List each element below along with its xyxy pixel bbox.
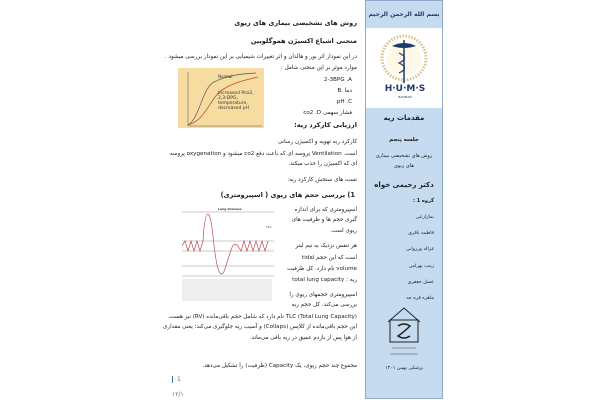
text-line: کارکرد ریه تهویه و اکسیژن رسانی <box>277 139 357 145</box>
section-heading: 1) بررسی حجم های ریوی ( اسپیرومتری) <box>220 191 355 199</box>
basmala: بسم الله الرحمن الرحیم <box>368 11 440 18</box>
text-line: TLC (Total Lung Capacity) نام دارد که شامل حجم باقی‌مانده (RV) نیز هست. <box>167 314 357 320</box>
text-line: هر تنفس نزدیک به نیم لیتر <box>295 243 357 249</box>
text-line: مجموع چند حجم ریوی، یک Capacity (ظرفیت) را تشکیل می‌دهد. <box>202 363 357 369</box>
member-name: غزاله ورزوانی <box>406 247 434 252</box>
session-label: جلسه پنجم <box>389 137 419 143</box>
shifted-label: Increased Pco2, 2,3-DPG, temperature, decreased pH <box>218 91 254 111</box>
page-number: 1 <box>172 376 181 383</box>
university-logo <box>366 28 442 108</box>
page-title: روش های تشخیصی بیماری های ریوی <box>234 19 357 27</box>
figure-title: Lung Volumes <box>218 207 242 211</box>
text-line: است. Ventilation پروسه ای که باعث دفع co2 میشود و oxygenation پروسه <box>169 151 357 157</box>
text-line: در این نمودار اثر بور و هالدان و اثر تغییرات شیمیایی بر این نمودار بررسی میشود . <box>164 54 357 60</box>
tests-heading: تست های سنجش کارکرد ریه: <box>287 177 357 183</box>
list-item: دما .B <box>337 88 352 94</box>
heading-lung-function: ارزیابی کارکرد ریه: <box>294 121 357 129</box>
document-page <box>160 0 360 400</box>
faculty-emblem-icon <box>384 304 424 362</box>
group-label: گروه 1 : <box>412 198 434 204</box>
lung-volumes-figure <box>178 206 276 302</box>
doctor-name: دکتر رحیمی خواه <box>374 181 434 189</box>
sidebar-footer: پزشکی بهمن ۱۴۰۱ <box>385 366 423 371</box>
tlc-label: TLC <box>266 225 272 229</box>
text-line: موارد موثر بر این منحنی شامل : <box>281 65 357 71</box>
logo-subtext: BAHMAN <box>398 95 412 99</box>
caduceus-logo-icon <box>366 28 444 108</box>
member-name: زینب بهرامی <box>408 264 434 269</box>
member-name: عسل جعفری <box>407 280 434 285</box>
text-line: است که این حجم tidal <box>302 255 357 261</box>
text-line: اسپیرومتری که برای اندازه <box>294 207 357 213</box>
logo-text: H·U·M·S <box>384 84 426 94</box>
heading-oxygen-curve: منحنی اشباع اکسیژن هموگلوبین <box>250 37 357 45</box>
text-line: ریه : total lung capacity <box>292 277 357 283</box>
text-line: ای که اکسیژن را جذب میکند. <box>288 161 357 167</box>
text-line: volume نام دارد. کل ظرفیت <box>287 266 357 272</box>
list-item: pH .C <box>336 99 352 105</box>
normal-label: Normal <box>218 74 233 79</box>
list-item: فشار سهمی co2 .D <box>303 110 352 116</box>
member-name: نمازارعی <box>415 215 434 220</box>
text-line: گیری حجم ها و ظرفیت های <box>291 217 357 223</box>
list-item: 2-3BPG .A <box>323 77 352 83</box>
topic-line: روش های تشخیصی بیماری <box>375 153 433 159</box>
sidebar <box>365 0 443 399</box>
text-line: از هوا پس از بازدم عمیق در ریه باقی می‌ماند. <box>249 335 357 341</box>
member-name: فاطمه باقری <box>408 231 434 236</box>
page-footer: ۱۲/۱ <box>172 391 184 398</box>
text-line: اسپیرومتری حجمهای ریوی را <box>289 292 357 298</box>
topic-line: های ریوی <box>394 163 414 169</box>
figure-caption <box>182 279 272 301</box>
text-line: این حجم باقی‌مانده از کلاپس (Collaps) و آسیب ریه جلوگیری می‌کند؛ یعنی مقداری <box>163 324 357 330</box>
text-line: بررسی می‌کند. کل حجم ریه <box>291 302 357 308</box>
volume-trace <box>182 214 268 274</box>
course-title: مقدمات ریه <box>383 114 425 122</box>
text-line: ریوی است. <box>330 228 357 234</box>
member-name: ماهره قره جه <box>406 296 434 301</box>
